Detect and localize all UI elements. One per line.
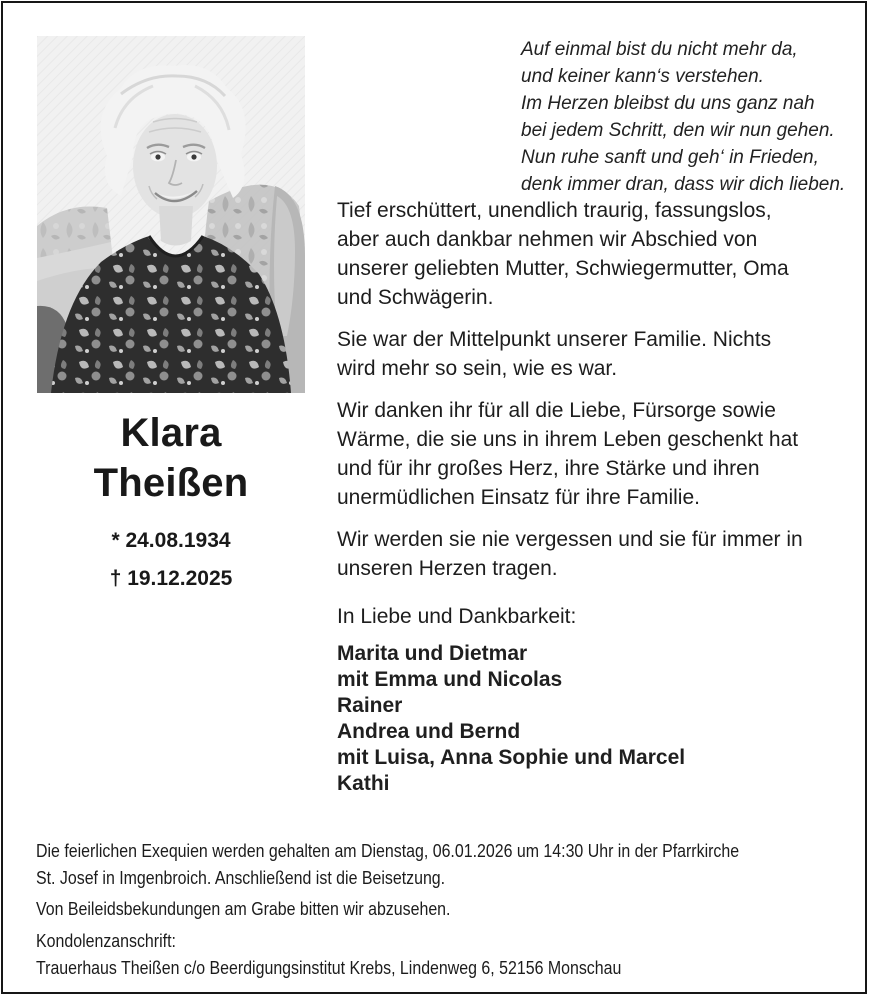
paragraph-line: wird mehr so sein, wie es war. — [337, 357, 618, 380]
life-dates — [36, 522, 306, 598]
service-info — [36, 838, 846, 892]
mourner-line: Andrea und Bernd — [337, 720, 521, 743]
portrait-photo — [37, 36, 305, 393]
paragraph-line: unserer geliebten Mutter, Schwiegermutter, Oma — [337, 257, 789, 280]
poem-line: und keiner kann‘s verstehen. — [521, 66, 764, 87]
service-info-line: Die feierlichen Exequien werden gehalten am Dienstag, 06.01.2026 um 14:30 Uhr in der Pfarrkirche — [36, 841, 740, 861]
service-details-footer — [36, 838, 846, 982]
mourner-line: mit Emma und Nicolas — [337, 668, 563, 691]
death-date: † 19.12.2025 — [109, 567, 233, 590]
portrait-photo-illustration — [37, 36, 305, 393]
poem-line: bei jedem Schritt, den wir nun gehen. — [521, 120, 835, 141]
mourner-line: Rainer — [337, 694, 403, 717]
paragraph-line: Wir werden sie nie vergessen und sie für immer in — [337, 528, 803, 551]
paragraph-line: Wir danken ihr für all die Liebe, Fürsorge sowie — [337, 399, 776, 422]
mourner-line: mit Luisa, Anna Sophie und Marcel — [337, 746, 686, 769]
service-info-line: St. Josef in Imgenbroich. Anschließend ist die Beisetzung. — [36, 868, 446, 888]
paragraph-line: unseren Herzen tragen. — [337, 557, 558, 580]
birth-date: * 24.08.1934 — [111, 529, 231, 552]
memorial-poem — [521, 36, 845, 198]
poem-line: Im Herzen bleibst du uns ganz nah — [521, 93, 815, 114]
deceased-last-name: Theißen — [93, 461, 249, 505]
condolence-note: Von Beileidsbekundungen am Grabe bitten wir abzusehen. — [36, 899, 451, 919]
deceased-name-block — [36, 408, 306, 598]
deceased-first-name: Klara — [120, 411, 222, 455]
poem-line: Nun ruhe sanft und geh‘ in Frieden, — [521, 147, 819, 168]
paragraph-line: Wärme, die sie uns in ihrem Leben geschenkt hat — [337, 428, 799, 451]
condolence-address-line: Trauerhaus Theißen c/o Beerdigungsinstitut Krebs, Lindenweg 6, 52156 Monschau — [36, 958, 622, 978]
paragraph-line: und für ihr großes Herz, ihre Stärke und ihren — [337, 457, 760, 480]
obituary-paragraph — [337, 525, 849, 583]
mourner-line: Marita und Dietmar — [337, 642, 528, 665]
condolence-address — [36, 928, 846, 982]
paragraph-line: aber auch dankbar nehmen wir Abschied von — [337, 228, 758, 251]
obituary-paragraph — [337, 396, 849, 512]
paragraph-line: unermüdlichen Einsatz für ihre Familie. — [337, 486, 700, 509]
obituary-text-column — [337, 196, 849, 797]
poem-line: Auf einmal bist du nicht mehr da, — [521, 39, 798, 60]
condolence-address-label: Kondolenzanschrift: — [36, 931, 176, 951]
paragraph-line: und Schwägerin. — [337, 286, 494, 309]
obituary-paragraph — [337, 196, 849, 312]
paragraph-line: Tief erschüttert, unendlich traurig, fassungslos, — [337, 199, 772, 222]
poem-line: denk immer dran, dass wir dich lieben. — [521, 174, 846, 195]
mourner-line: Kathi — [337, 772, 390, 795]
obituary-paragraph — [337, 325, 849, 383]
closing-line: In Liebe und Dankbarkeit: — [337, 605, 577, 628]
paragraph-line: Sie war der Mittelpunkt unserer Familie. Nichts — [337, 328, 772, 351]
mourners-list — [337, 641, 849, 797]
